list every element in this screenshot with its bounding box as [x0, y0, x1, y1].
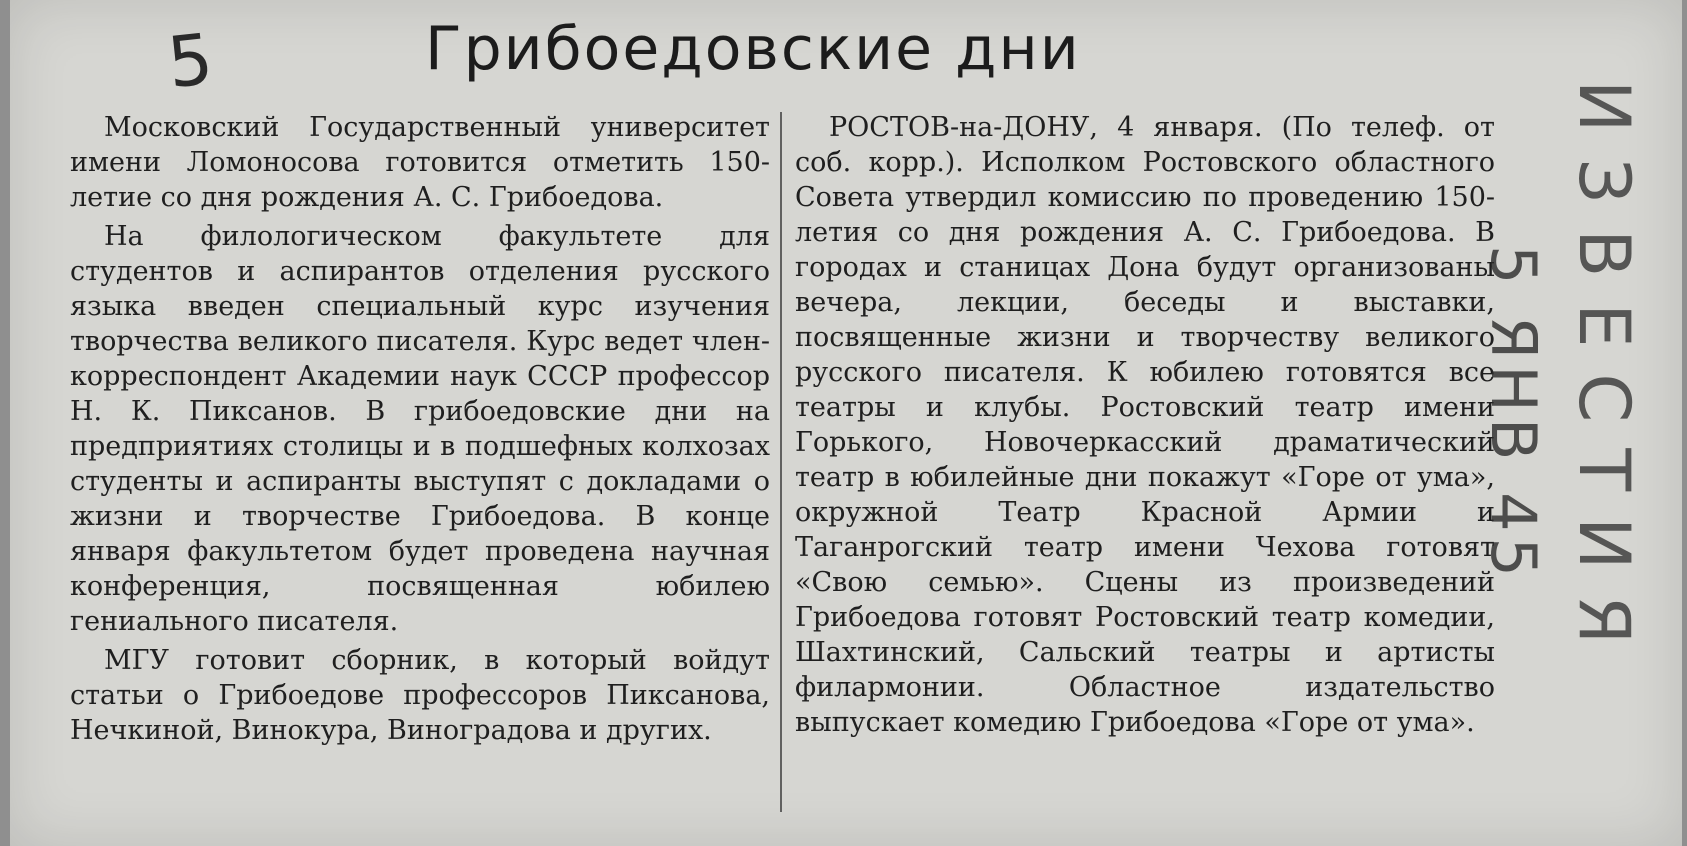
handwritten-page-number: 5 [163, 17, 217, 105]
left-column [70, 110, 770, 752]
newspaper-clipping [10, 0, 1682, 846]
left-paragraph-2: На филологическом факультете для студентов и аспирантов отделения русского языка введен специальный курс изучения творчества великого писателя. Курс ведет член-корреспондент Академии наук СССР профессор Н. К. Пиксанов. В грибоедовские дни на предприятиях столицы и в подшефных колхозах студенты и аспиранты выступят с докладами о жизни и творчестве Грибоедова. В конце января факультетом будет проведена научная конференция, посвященная юбилею гениального писателя. [70, 221, 770, 637]
right-paragraph-1: РОСТОВ-на-ДОНУ, 4 января. (По телеф. от соб. корр.). Исполком Ростовского областного Совета утвердил комиссию по проведению 150-летия со дня рождения А. С. Грибоедова. В городах и станицах Дона будут организованы вечера, лекции, беседы и выставки, посвященные жизни и творчеству великого русского писателя. К юбилею готовятся все театры и клубы. Ростовский театр имени Горького, Новочеркасский драматический театр в юбилейные дни покажут «Горе от ума», окружной Театр Красной Армии и Таганрогский театр имени Чехова готовят «Свою семью». Сцены из произведений Грибоедова готовят Ростовский театр комедии, Шахтинский, Сальский театры и артисты филармонии. Областное издательство выпускает комедию Грибоедова «Горе от ума». [795, 112, 1495, 738]
article-headline: Грибоедовские дни [425, 14, 1081, 84]
newspaper-name-stamp: ИЗВЕСТИЯ [1563, 80, 1645, 671]
date-stamp: 5 ЯНВ 45 [1477, 245, 1550, 583]
left-paragraph-3: МГУ готовит сборник, в который войдут статьи о Грибоедове профессоров Пиксанова, Нечкиной, Винокура, Виноградова и других. [70, 645, 770, 746]
right-column [795, 110, 1495, 744]
column-divider [780, 112, 782, 812]
left-paragraph-1: Московский Государственный университет имени Ломоносова готовится отметить 150-летие со дня рождения А. С. Грибоедова. [70, 112, 770, 213]
